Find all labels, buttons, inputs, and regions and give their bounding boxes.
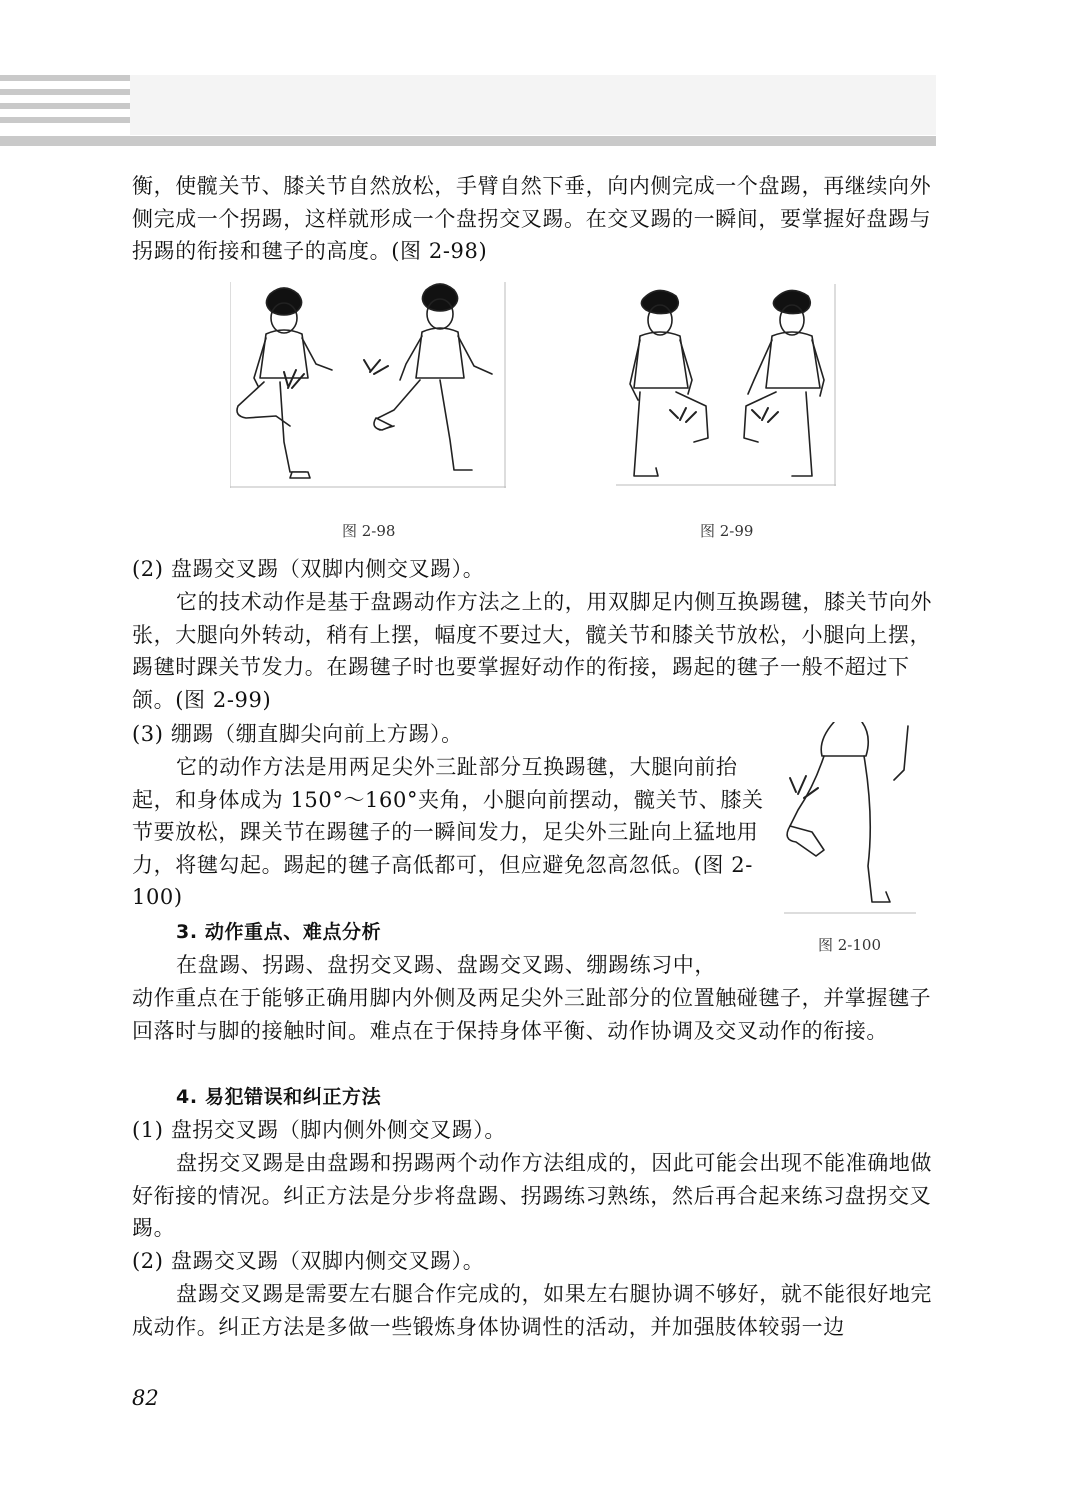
page-number: 82 <box>132 1386 159 1410</box>
section-3-first-line: 在盘踢、拐踢、盘拐交叉踢、盘踢交叉踢、绷踢练习中， <box>176 953 716 977</box>
section-4-item-2-title: (2) 盘踢交叉踢（双脚内侧交叉踢）。 <box>132 1249 485 1273</box>
figure-2-98-illustration <box>230 282 506 488</box>
item-3-body: 它的动作方法是用两足尖外三趾部分互换踢毽，大腿向前抬起，和身体成为 150°～160°夹角，小腿向前摆动，髋关节、膝关节要放松，踝关节在踢毽子的一瞬间发力，足尖外三趾向上猛地用力，将毽勾起。踢起的毽子高低都可，但应避免忽高忽低。(图 2-100) <box>132 755 764 910</box>
item-2-body: 它的技术动作是基于盘踢动作方法之上的，用双脚足内侧互换踢毽，膝关节向外张，大腿向外转动，稍有上摆，幅度不要过大，髋关节和膝关节放松，小腿向上摆，踢毽时踝关节发力。在踢毽子时也要掌握好动作的衔接，踢起的毽子一般不超过下颌。(图 2-99) <box>132 590 932 712</box>
figure-2-100-illustration <box>784 722 916 914</box>
figure-2-99-caption: 图 2-99 <box>700 522 754 540</box>
figure-2-98-caption: 图 2-98 <box>342 522 396 540</box>
section-4-item-1-body: 盘拐交叉踢是由盘踢和拐踢两个动作方法组成的，因此可能会出现不能准确地做好衔接的情况。纠正方法是分步将盘踢、拐踢练习熟练，然后再合起来练习盘拐交叉踢。 <box>132 1151 932 1241</box>
figure-2-99-illustration <box>616 284 836 486</box>
item-2-title: (2) 盘踢交叉踢（双脚内侧交叉踢）。 <box>132 557 485 581</box>
section-4-heading: 4. 易犯错误和纠正方法 <box>176 1086 382 1108</box>
section-4-item-2-body: 盘踢交叉踢是需要左右腿合作完成的，如果左右腿协调不够好，就不能很好地完成动作。纠正方法是多做一些锻炼身体协调性的活动，并加强肢体较弱一边 <box>132 1282 932 1339</box>
section-3-body: 动作重点在于能够正确用脚内外侧及两足尖外三趾部分的位置触碰毽子，并掌握毽子回落时与脚的接触时间。难点在于保持身体平衡、动作协调及交叉动作的衔接。 <box>132 986 932 1043</box>
section-3-heading: 3. 动作重点、难点分析 <box>176 921 382 943</box>
top-paragraph: 衡，使髋关节、膝关节自然放松，手臂自然下垂，向内侧完成一个盘踢，再继续向外侧完成一个拐踢，这样就形成一个盘拐交叉踢。在交叉踢的一瞬间，要掌握好盘踢与拐踢的衔接和毽子的高度。(图 2-98) <box>132 174 932 264</box>
section-4-item-1-title: (1) 盘拐交叉踢（脚内侧外侧交叉踢）。 <box>132 1118 506 1142</box>
figure-2-100-caption: 图 2-100 <box>818 936 882 954</box>
item-3-title: (3) 绷踢（绷直脚尖向前上方踢）。 <box>132 722 463 746</box>
